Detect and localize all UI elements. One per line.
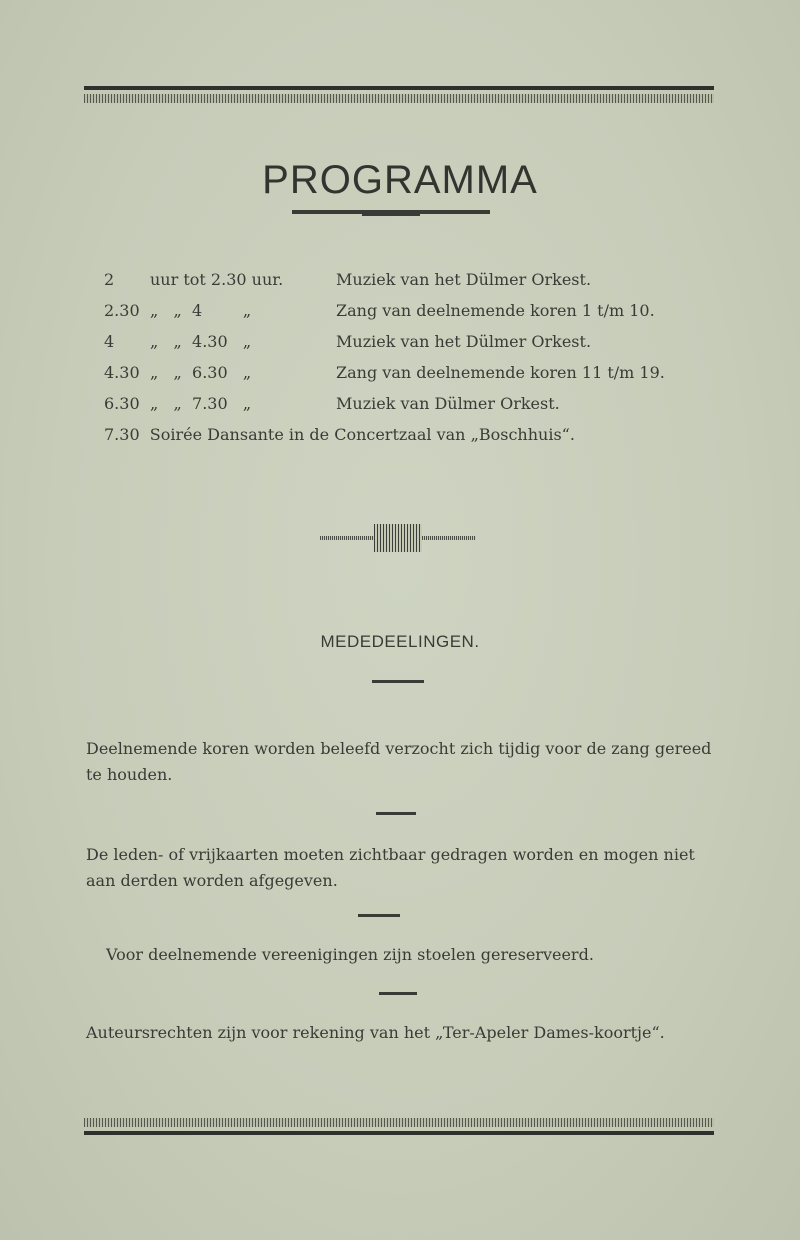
schedule-row	[104, 332, 724, 363]
bottom-decorative-rule	[84, 1118, 714, 1138]
section-title-rule	[372, 680, 424, 683]
center-ornament	[320, 524, 476, 552]
schedule-time: 2	[104, 270, 115, 289]
schedule-final-line: 7.30 Soirée Dansante in de Concertzaal van „Boschhuis“.	[104, 425, 575, 444]
schedule-row	[104, 301, 724, 332]
schedule-range: „ „ 4.30 „	[150, 332, 252, 351]
schedule-list	[104, 270, 724, 456]
schedule-range: „ „ 7.30 „	[150, 394, 252, 413]
notice-paragraph: De leden- of vrijkaarten moeten zichtbaar gedragen worden en mogen niet aan derden worden afgegeven.	[86, 845, 695, 890]
title-underline-accent	[362, 213, 420, 216]
notice-paragraph: Voor deelnemende vereenigingen zijn stoelen gereserveerd.	[106, 945, 594, 964]
schedule-activity: Muziek van Dülmer Orkest.	[336, 394, 560, 413]
schedule-time: 4	[104, 332, 115, 351]
notice-divider	[358, 914, 400, 917]
top-decorative-rule	[84, 86, 714, 106]
schedule-activity: Zang van deelnemende koren 1 t/m 10.	[336, 301, 655, 320]
notice-divider	[379, 992, 417, 995]
page-title: PROGRAMMA	[262, 158, 538, 202]
schedule-row	[104, 270, 724, 301]
schedule-time: 2.30	[104, 301, 140, 320]
schedule-activity: Muziek van het Dülmer Orkest.	[336, 270, 592, 289]
schedule-time: 6.30	[104, 394, 140, 413]
schedule-activity: Muziek van het Dülmer Orkest.	[336, 332, 592, 351]
schedule-row	[104, 363, 724, 394]
schedule-row	[104, 394, 724, 425]
schedule-range: „ „ 4 „	[150, 301, 252, 320]
notice-paragraph: Deelnemende koren worden beleefd verzocht zich tijdig voor de zang gereed te houden.	[86, 739, 712, 784]
notice-divider	[376, 812, 416, 815]
notice-paragraph: Auteursrechten zijn voor rekening van het „Ter-Apeler Dames-koortje“.	[86, 1023, 665, 1042]
schedule-row-final	[104, 425, 724, 456]
section-title: MEDEDEELINGEN.	[320, 632, 480, 651]
schedule-time: 4.30	[104, 363, 140, 382]
schedule-range: „ „ 6.30 „	[150, 363, 252, 382]
schedule-range: uur tot 2.30 uur.	[150, 270, 284, 289]
schedule-activity: Zang van deelnemende koren 11 t/m 19.	[336, 363, 665, 382]
